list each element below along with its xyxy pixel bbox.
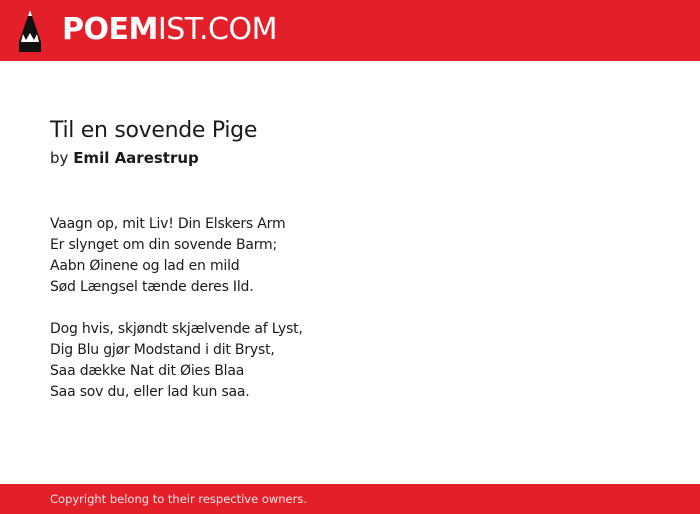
poem-line: Saa sov du, eller lad kun saa. xyxy=(50,384,250,400)
site-header xyxy=(0,0,700,61)
byline-prefix: by xyxy=(50,149,69,167)
poem-line: Vaagn op, mit Liv! Din Elskers Arm xyxy=(50,216,286,232)
poem-content xyxy=(50,116,650,424)
site-footer xyxy=(0,484,700,514)
pencil-icon xyxy=(18,9,42,52)
poem-line: Dig Blu gjør Modstand i dit Bryst, xyxy=(50,342,275,358)
poem-title: Til en sovende Pige xyxy=(50,118,258,143)
poem-line: Er slynget om din sovende Barm; xyxy=(50,237,278,253)
poem-byline xyxy=(50,146,650,170)
poem-line: Saa dække Nat dit Øies Blaa xyxy=(50,363,245,379)
poem-line: Dog hvis, skjøndt skjælvende af Lyst, xyxy=(50,321,303,337)
logo-text-light: IST.COM xyxy=(157,12,277,47)
poem-author: Emil Aarestrup xyxy=(73,149,199,167)
poem-stanza xyxy=(50,214,650,298)
poem-line: Aabn Øinene og lad en mild xyxy=(50,258,240,274)
copyright-notice: Copyright belong to their respective owners. xyxy=(50,492,308,506)
site-logo-link[interactable] xyxy=(18,9,277,53)
logo-text-bold: POEM xyxy=(62,12,158,47)
poem-line: Sød Længsel tænde deres Ild. xyxy=(50,279,254,295)
poem-stanza xyxy=(50,319,650,403)
logo-wordmark xyxy=(62,12,277,48)
poem-body xyxy=(50,214,650,403)
